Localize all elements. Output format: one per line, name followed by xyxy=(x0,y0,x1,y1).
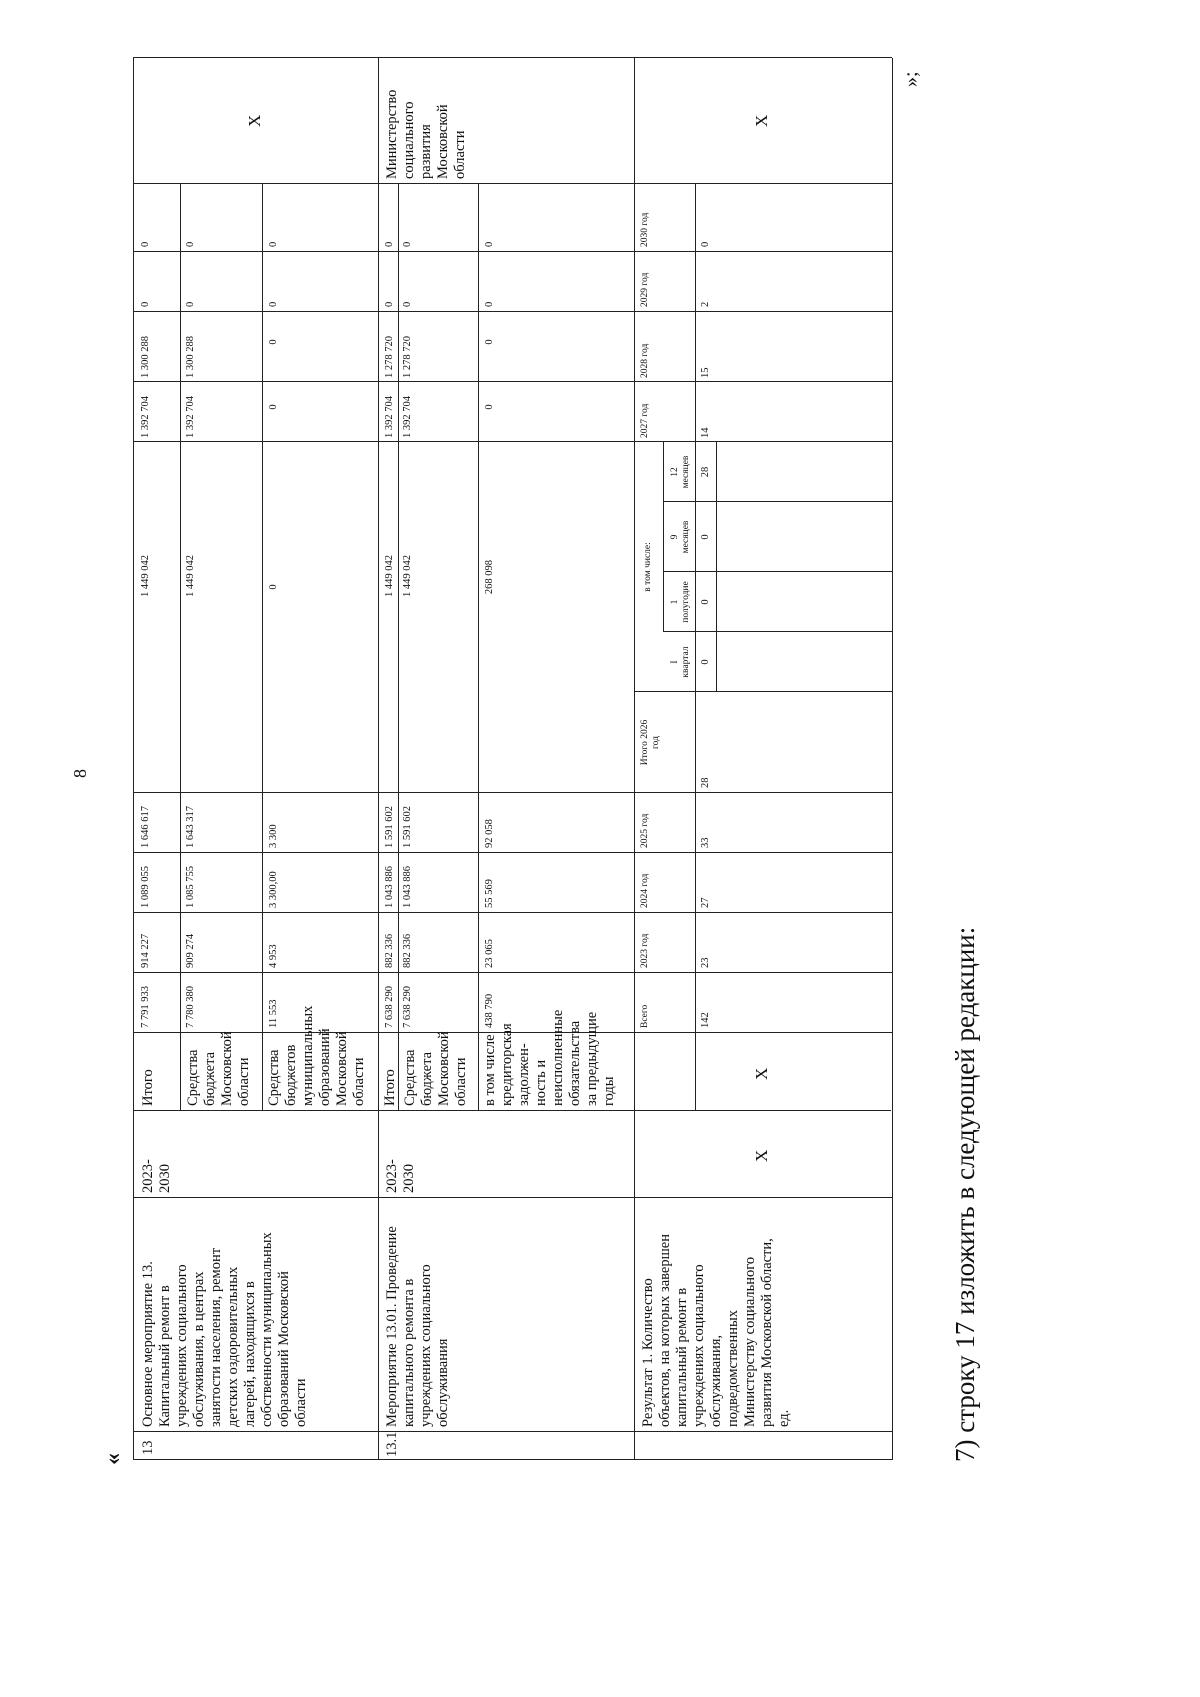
value-cell: 882 336 xyxy=(384,933,395,968)
value-2027: 14 xyxy=(700,427,711,438)
value-cell: 1 089 055 xyxy=(140,866,151,908)
value-cell: 1 449 042 xyxy=(402,555,413,597)
value-12m: 28 xyxy=(700,466,711,478)
value-cell: 1 392 704 xyxy=(140,396,151,438)
value-cell: 0 xyxy=(484,404,495,410)
value-cell: 914 227 xyxy=(140,933,151,968)
header-2028: 2028 год xyxy=(640,343,650,378)
source-label-regional: Средства бюджета Московской области xyxy=(185,1031,252,1106)
value-cell: 0 xyxy=(484,339,495,345)
value-cell: 1 392 704 xyxy=(402,396,413,438)
value-cell: 1 300 288 xyxy=(185,336,196,378)
header-total: Всего xyxy=(640,1004,650,1028)
source-label-regional: Средства бюджета Московской области xyxy=(402,1031,469,1106)
value-cell: 0 xyxy=(384,301,395,307)
value-cell: 1 392 704 xyxy=(384,396,395,438)
value-cell: 0 xyxy=(384,241,395,247)
source-label-arrears: в том числе кредиторская задолжен- ность и неисполненные обязательства за предыдущие годы xyxy=(482,1009,617,1106)
value-cell: 268 098 xyxy=(484,559,495,595)
value-cell: 7 780 380 xyxy=(185,986,196,1028)
value-cell: 438 790 xyxy=(484,993,495,1028)
x-mark: X xyxy=(752,114,771,127)
value-cell: 7 638 290 xyxy=(384,986,395,1028)
header-2026: Итого 2026 год xyxy=(640,719,661,766)
value-cell: 1 392 704 xyxy=(185,396,196,438)
result-name: Результат 1. Количество объектов, на которых завершен капитальный ремонт в учреждениях социального обслуживания, подведомственных Министерству социального развития Московской области, ед. xyxy=(640,1234,792,1427)
responsible-org: Министерство социального развития Московской области xyxy=(384,89,468,179)
row-period: 2023- 2030 xyxy=(140,1159,173,1193)
header-2024: 2024 год xyxy=(640,873,650,908)
value-cell: 4 953 xyxy=(268,944,279,968)
value-cell: 0 xyxy=(268,584,279,590)
value-cell: 0 xyxy=(268,339,279,345)
value-cell: 0 xyxy=(402,241,413,247)
x-mark: X xyxy=(752,1149,771,1162)
header-h1: 1 полугодие xyxy=(670,581,691,623)
value-9m: 0 xyxy=(700,534,711,540)
header-2023: 2023 год xyxy=(640,933,650,968)
value-cell: 11 553 xyxy=(268,999,279,1028)
value-2024: 27 xyxy=(700,897,711,908)
value-cell: 23 065 xyxy=(484,939,495,968)
value-cell: 1 449 042 xyxy=(185,555,196,597)
value-cell: 0 xyxy=(268,404,279,410)
value-cell: 0 xyxy=(268,301,279,307)
value-cell: 92 058 xyxy=(484,819,495,848)
page-number: 8 xyxy=(70,769,90,778)
value-cell: 3 300 xyxy=(268,824,279,848)
header-9m: 9 месяцев xyxy=(670,520,691,554)
header-2025: 2025 год xyxy=(640,813,650,848)
value-2030: 0 xyxy=(700,241,711,247)
row-name: Основное мероприятие 13. Капитальный ремонт в учреждениях социального обслуживания, в центрах занятости населения, ремонт детских оздоровительных лагерей, находящихся в собственности муниципальных образований Московской области xyxy=(140,1232,309,1427)
value-cell: 55 569 xyxy=(484,879,495,908)
value-cell: 1 278 720 xyxy=(384,336,395,378)
value-cell: 1 085 755 xyxy=(185,866,196,908)
value-cell: 0 xyxy=(185,301,196,307)
header-2030: 2030 год xyxy=(640,212,650,247)
value-cell: 1 278 720 xyxy=(402,336,413,378)
header-including: в том числе: xyxy=(643,542,653,592)
value-cell: 0 xyxy=(268,241,279,247)
row-number: 13 xyxy=(140,1440,156,1455)
value-cell: 1 591 602 xyxy=(402,806,413,848)
header-2027: 2027 год xyxy=(640,403,650,438)
value-2026: 28 xyxy=(700,777,711,788)
header-q1: I квартал xyxy=(670,646,691,678)
value-cell: 3 300,00 xyxy=(268,871,279,908)
value-2025: 33 xyxy=(700,837,711,848)
value-cell: 1 043 886 xyxy=(384,866,395,908)
value-q1: 0 xyxy=(700,659,711,665)
value-cell: 0 xyxy=(484,241,495,247)
value-cell: 1 300 288 xyxy=(140,336,151,378)
header-12m: 12 месяцев xyxy=(670,455,691,489)
value-cell: 0 xyxy=(140,241,151,247)
source-label-itogo: Итого xyxy=(382,1069,398,1106)
header-2029: 2029 год xyxy=(640,272,650,307)
value-cell: 0 xyxy=(140,301,151,307)
value-cell: 909 274 xyxy=(185,933,196,968)
value-cell: 1 646 617 xyxy=(140,806,151,848)
value-2029: 2 xyxy=(700,301,711,307)
row-number: 13.1 xyxy=(384,1431,400,1457)
value-2028: 15 xyxy=(700,367,711,378)
x-mark: X xyxy=(752,1067,771,1080)
source-label-itogo: Итого xyxy=(140,1069,156,1106)
open-quote: « xyxy=(100,1453,126,1465)
value-cell: 0 xyxy=(402,301,413,307)
value-total: 142 xyxy=(700,1012,711,1028)
value-cell: 0 xyxy=(185,241,196,247)
value-h1: 0 xyxy=(700,599,711,605)
footer-text: 7) строку 17 изложить в следующей редакции: xyxy=(950,926,980,1462)
value-cell: 882 336 xyxy=(402,933,413,968)
x-mark: X xyxy=(245,114,264,127)
value-cell: 0 xyxy=(484,301,495,307)
value-cell: 7 638 290 xyxy=(402,986,413,1028)
row-period: 2023- 2030 xyxy=(384,1159,417,1193)
value-cell: 1 591 602 xyxy=(384,806,395,848)
value-cell: 1 449 042 xyxy=(140,555,151,597)
value-cell: 1 043 886 xyxy=(402,866,413,908)
close-quote: »; xyxy=(900,71,922,87)
value-cell: 1 449 042 xyxy=(384,555,395,597)
value-cell: 1 643 317 xyxy=(185,806,196,848)
value-cell: 7 791 933 xyxy=(140,986,151,1028)
row-name: Мероприятие 13.01. Проведение капитального ремонта в учреждениях социального обслуживания xyxy=(384,1226,451,1427)
value-2023: 23 xyxy=(700,957,711,968)
source-label-municipal: Средства бюджетов муниципальных образований Московской области xyxy=(266,1005,367,1106)
